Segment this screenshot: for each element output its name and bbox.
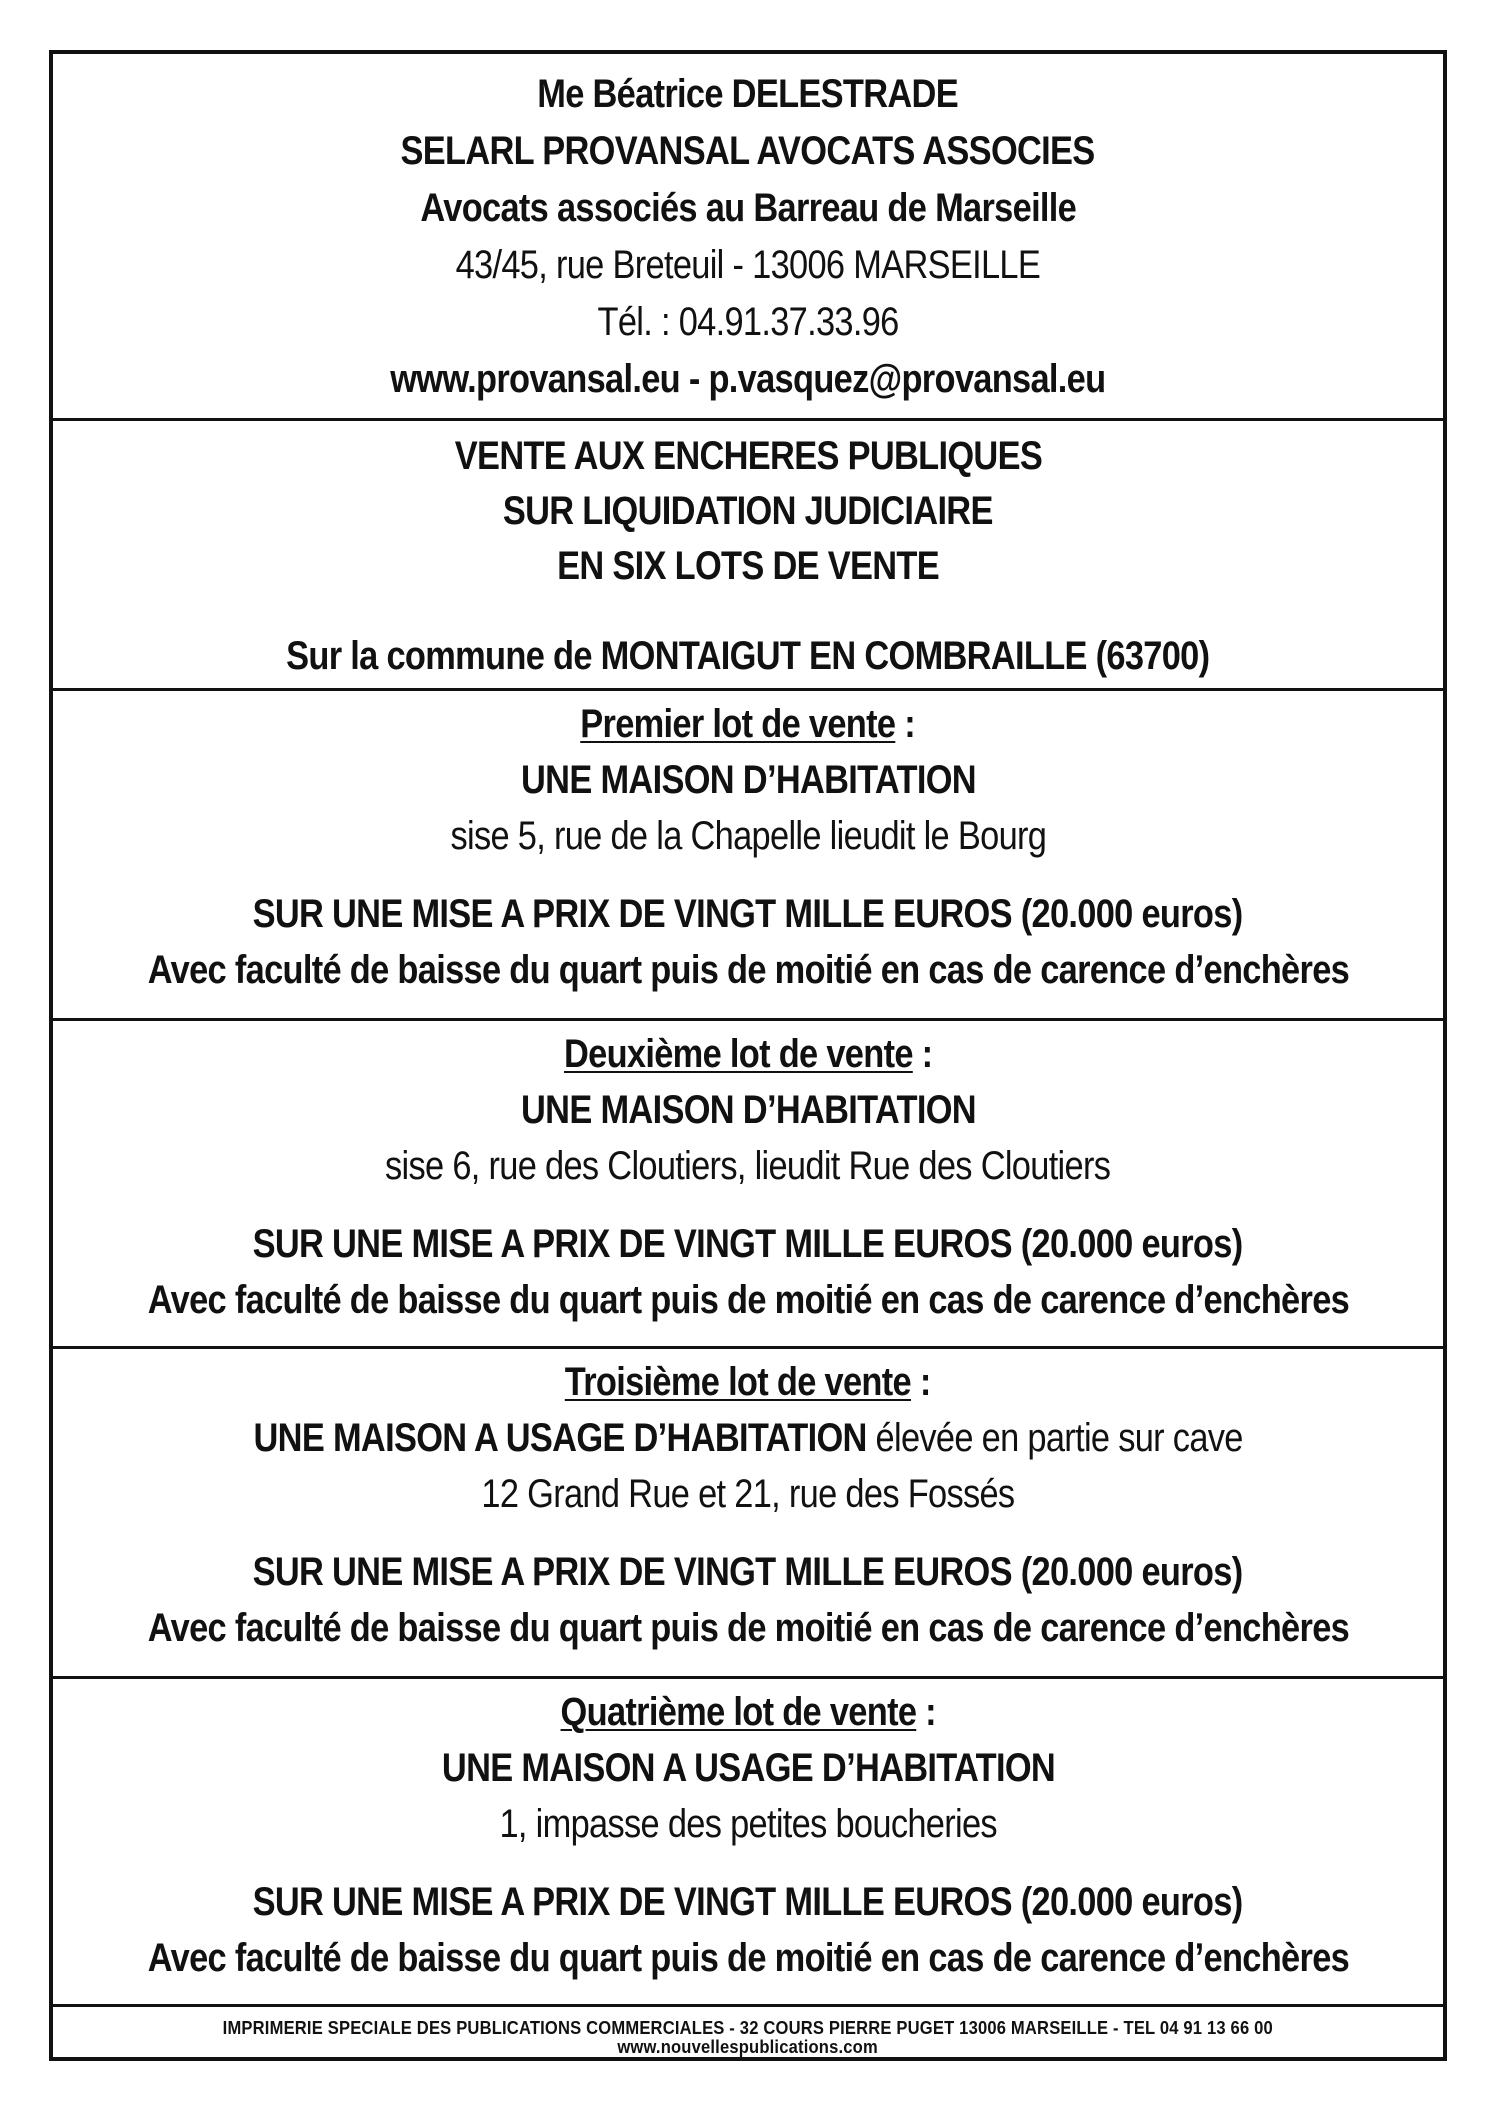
lot-property-extra: élevée en partie sur cave	[866, 1416, 1243, 1460]
firm-phone: Tél. : 04.91.37.33.96	[597, 300, 899, 344]
lot-colon: :	[916, 1690, 936, 1734]
sale-title-line3: EN SIX LOTS DE VENTE	[557, 544, 939, 589]
lot-condition: Avec faculté de baisse du quart puis de moitié en cas de carence d’enchères	[147, 1606, 1349, 1650]
lot-price: SUR UNE MISE A PRIX DE VINGT MILLE EUROS (20.000 euros)	[253, 1880, 1243, 1924]
printer-website: www.nouvellespublications.com	[617, 2036, 879, 2057]
lot-title: Premier lot de vente	[580, 702, 896, 746]
commune-line	[286, 633, 1209, 688]
sale-title-line2: SUR LIQUIDATION JUDICIAIRE	[503, 489, 993, 534]
lot-property-line	[521, 757, 976, 813]
lot-heading	[565, 1359, 931, 1415]
sale-heading	[53, 421, 1443, 691]
lot-property-line	[441, 1745, 1054, 1801]
lot-condition: Avec faculté de baisse du quart puis de moitié en cas de carence d’enchères	[147, 1278, 1349, 1322]
lot-property: UNE MAISON D’HABITATION	[520, 1088, 976, 1132]
lot-heading	[560, 1689, 935, 1745]
lot-property: UNE MAISON D’HABITATION	[520, 758, 976, 802]
firm-name: SELARL PROVANSAL AVOCATS ASSOCIES	[400, 129, 1096, 173]
lot-4	[53, 1679, 1443, 2007]
lot-address: 1, impasse des petites boucheries	[499, 1802, 997, 1846]
lot-condition: Avec faculté de baisse du quart puis de moitié en cas de carence d’enchères	[147, 948, 1349, 992]
lot-colon: :	[895, 702, 916, 746]
lot-property-line	[521, 1087, 976, 1143]
lot-address: 12 Grand Rue et 21, rue des Fossés	[481, 1472, 1015, 1516]
lot-property-line	[253, 1415, 1242, 1471]
lot-address: sise 5, rue de la Chapelle lieudit le Bourg	[450, 814, 1046, 858]
lot-title: Quatrième lot de vente	[560, 1690, 917, 1734]
lot-colon: :	[911, 1360, 931, 1404]
lot-2	[53, 1021, 1443, 1349]
sale-title-line1: VENTE AUX ENCHERES PUBLIQUES	[454, 434, 1042, 478]
printer-info: IMPRIMERIE SPECIALE DES PUBLICATIONS COMMERCIALES - 32 COURS PIERRE PUGET 13006 MARSEILLE - TEL 04 91 13 66 00	[222, 2018, 1274, 2038]
lot-colon: :	[912, 1032, 933, 1076]
lot-property: UNE MAISON A USAGE D’HABITATION	[441, 1746, 1055, 1790]
lot-3	[53, 1349, 1443, 1679]
lot-address: sise 6, rue des Cloutiers, lieudit Rue des Cloutiers	[385, 1144, 1111, 1188]
lawyer-header	[53, 54, 1443, 421]
commune-prefix: Sur la commune de	[286, 633, 601, 678]
notice-frame	[49, 50, 1447, 2061]
lot-property: UNE MAISON A USAGE D’HABITATION	[253, 1416, 867, 1460]
lot-title: Deuxième lot de vente	[563, 1032, 913, 1076]
lawyer-name: Me Béatrice DELESTRADE	[537, 72, 959, 116]
commune-name: MONTAIGUT EN COMBRAILLE (63700)	[600, 633, 1210, 678]
bar-affiliation: Avocats associés au Barreau de Marseille	[420, 186, 1076, 230]
lot-price: SUR UNE MISE A PRIX DE VINGT MILLE EUROS (20.000 euros)	[253, 892, 1243, 936]
printer-footer	[53, 2007, 1443, 2057]
lot-price: SUR UNE MISE A PRIX DE VINGT MILLE EUROS (20.000 euros)	[253, 1222, 1243, 1266]
lot-condition: Avec faculté de baisse du quart puis de moitié en cas de carence d’enchères	[147, 1936, 1349, 1980]
lot-1	[53, 691, 1443, 1021]
lot-heading	[564, 1031, 932, 1087]
lot-title: Troisième lot de vente	[565, 1360, 912, 1404]
lot-price: SUR UNE MISE A PRIX DE VINGT MILLE EUROS (20.000 euros)	[253, 1550, 1243, 1594]
firm-address: 43/45, rue Breteuil - 13006 MARSEILLE	[455, 243, 1041, 287]
lot-heading	[581, 701, 916, 757]
firm-web-email: www.provansal.eu - p.vasquez@provansal.eu	[390, 357, 1106, 401]
